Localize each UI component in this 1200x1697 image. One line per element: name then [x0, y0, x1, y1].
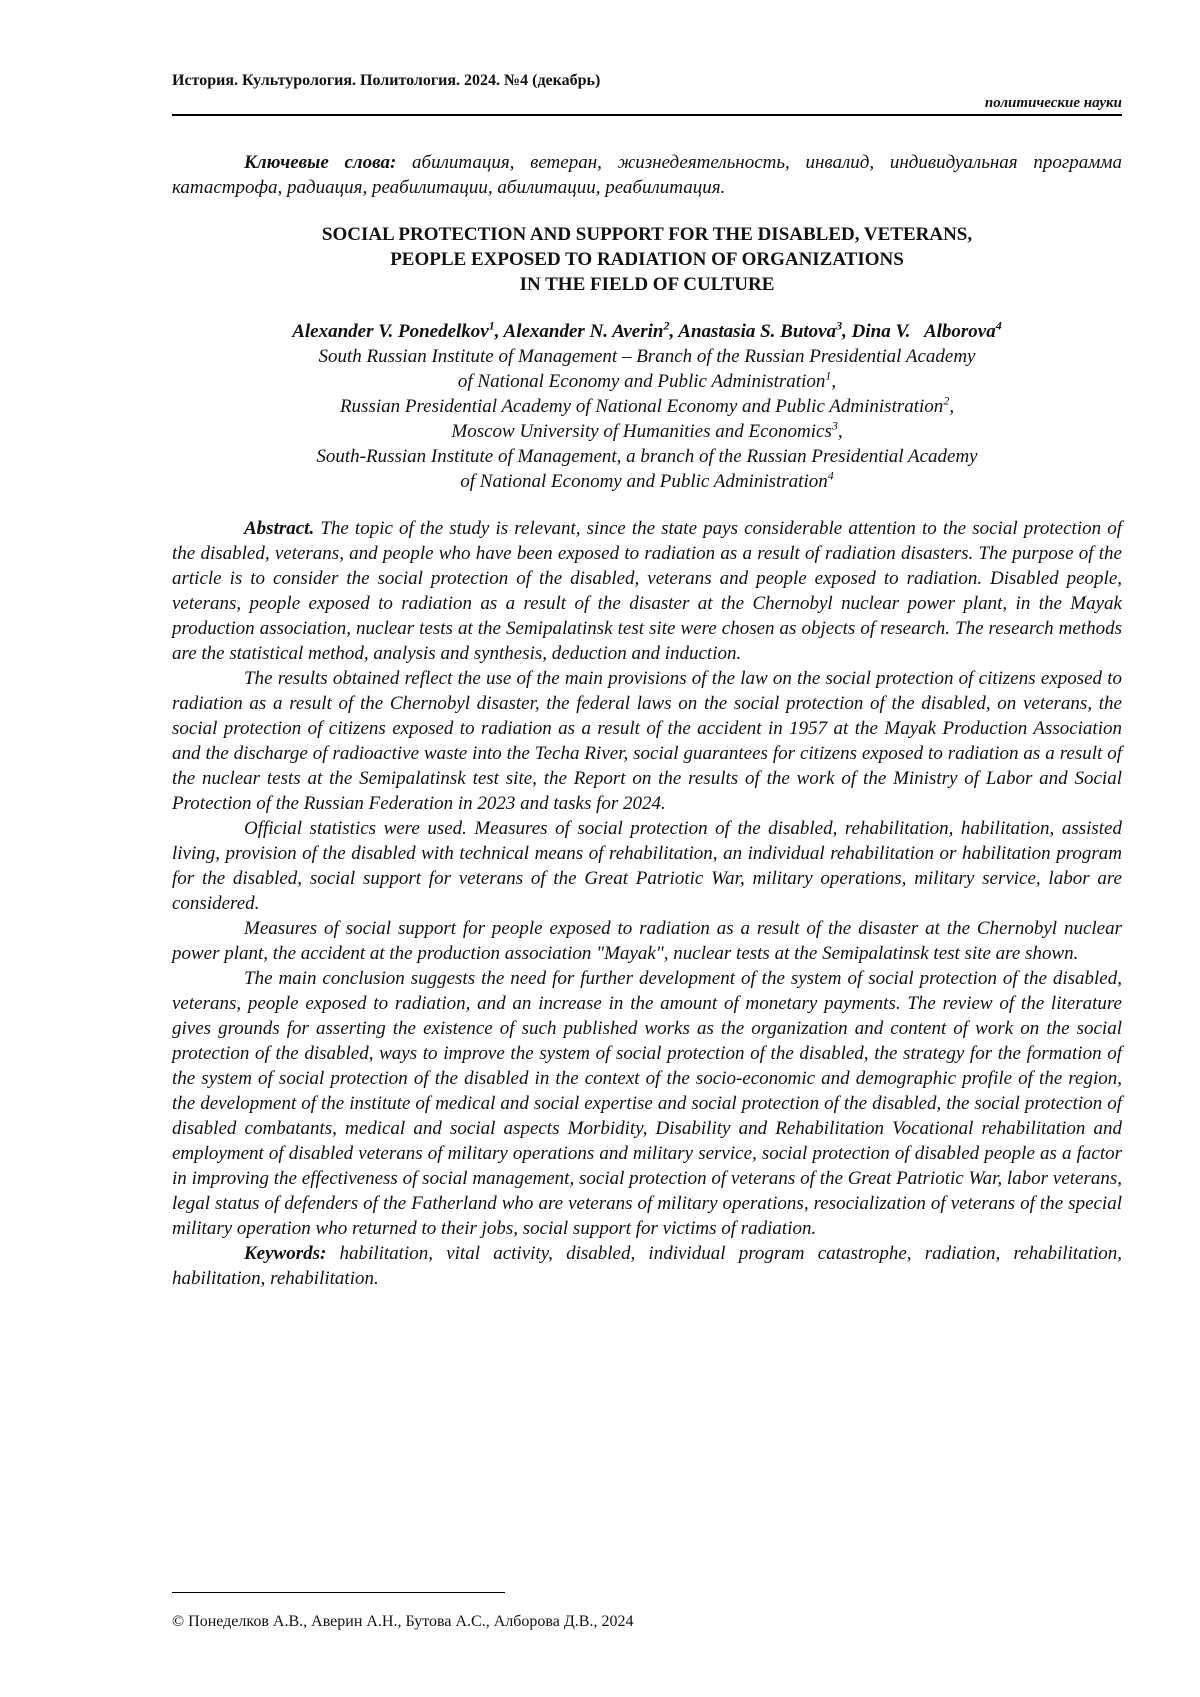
author-sup: 4 [995, 318, 1002, 333]
abstract-text: The topic of the study is relevant, since the state pays considerable attention to the social protection of the disabled, veterans, and people who have been exposed to radiation as a result of radiation disasters. The purpose of the article is to consider the social protection of the disabled, veterans and people exposed to radiation. Disabled people, veterans, people exposed to radiation as a result of the disaster at the Chernobyl nuclear power plant, in the Mayak production association, nuclear tests at the Semipalatinsk test site were chosen as objects of research. The research methods are the statistical method, analysis and synthesis, deduction and induction. [172, 518, 1122, 664]
russian-keywords-label: Ключевые слова: [244, 152, 397, 173]
affiliation-1-line-1: South Russian Institute of Management – Branch of the Russian Presidential Academy [318, 346, 976, 367]
affiliation-separator: , [949, 396, 955, 417]
affiliation-separator: , [831, 371, 837, 392]
affiliation-4-line-1: South-Russian Institute of Management, a branch of the Russian Presidential Academy [316, 446, 978, 467]
affiliation-4-text: of National Economy and Public Administration [460, 471, 828, 492]
english-keywords [172, 1241, 1122, 1291]
affiliation-separator: , [837, 421, 843, 442]
affiliation-3 [172, 419, 1122, 444]
author-name: Alexander N. Averin [503, 321, 664, 342]
russian-keywords [172, 150, 1122, 200]
english-keywords-label: Keywords: [244, 1243, 327, 1264]
author-sup: 1 [488, 318, 495, 333]
author-sup: 2 [663, 318, 670, 333]
header-rule [172, 114, 1122, 116]
russian-keywords-text: абилитация, ветеран, жизнедеятельность, инвалид, индивидуальная программа катастрофа, радиация, реабилитации, абилитации, реабилитация. [172, 152, 1122, 198]
author-name: Alexander V. Ponedelkov [292, 321, 489, 342]
affiliation-2 [172, 394, 1122, 419]
author-name: Anastasia S. Butova [678, 321, 837, 342]
abstract-paragraph-3: Official statistics were used. Measures of social protection of the disabled, rehabilitation, habilitation, assisted living, provision of the disabled with technical means of rehabilitation, an individual rehabilitation or habilitation program for the disabled, social support for veterans of the Great Patriotic War, military operations, military service, labor are considered. [172, 818, 1122, 914]
article-title [172, 222, 1122, 297]
abstract [172, 516, 1122, 1291]
affiliation-sup: 1 [825, 368, 832, 383]
title-line-1: SOCIAL PROTECTION AND SUPPORT FOR THE DISABLED, VETERANS, [321, 224, 973, 245]
abstract-paragraph-2: The results obtained reflect the use of the main provisions of the law on the social protection of citizens exposed to radiation as a result of the Chernobyl disaster, the federal laws on the social protection of the disabled, on veterans, the social protection of citizens exposed to radiation as a result of the accident in 1957 at the Mayak Production Association and the discharge of radioactive waste into the Techa River, social guarantees for citizens exposed to radiation as a result of the nuclear tests at the Semipalatinsk test site, the Report on the results of the work of the Ministry of Labor and Social Protection of the Russian Federation in 2023 and tasks for 2024. [172, 668, 1122, 814]
title-line-3: IN THE FIELD OF CULTURE [519, 274, 775, 295]
affiliation-4-line-2 [172, 469, 1122, 494]
title-line-2: PEOPLE EXPOSED TO RADIATION OF ORGANIZATIONS [390, 249, 904, 270]
author-sup: 3 [836, 318, 843, 333]
english-keywords-text: habilitation, vital activity, disabled, individual program catastrophe, radiation, rehabilitation, habilitation, rehabilitation. [172, 1243, 1122, 1289]
affiliation-sup: 3 [831, 418, 838, 433]
affiliation-1-text: of National Economy and Public Administration [457, 371, 826, 392]
author-list [172, 319, 1122, 494]
abstract-paragraph-1 [172, 516, 1122, 666]
article-body [172, 150, 1122, 1291]
copyright-notice: © Понеделков А.В., Аверин А.Н., Бутова А.С., Алборова Д.В., 2024 [172, 1613, 634, 1630]
author-names: Alexander V. Ponedelkov$^1$, Alexander N. Averin$^2$, Anastasia S. Butova$^3$, Dina V. Alborova$^4$ [292, 318, 1002, 342]
abstract-label: Abstract. [244, 518, 315, 539]
abstract-paragraph-5: The main conclusion suggests the need for further development of the system of social protection of the disabled, veterans, people exposed to radiation, and an increase in the amount of monetary payments. The review of the literature gives grounds for asserting the existence of such published works as the organization and content of work on the social protection of the disabled, ways to improve the system of social protection of the disabled, the strategy for the formation of the system of social protection of the disabled in the context of the socio-economic and demographic profile of the region, the development of the institute of medical and social expertise and social protection of the disabled, the social protection of disabled combatants, medical and social aspects Morbidity, Disability and Rehabilitation Vocational rehabilitation and employment of disabled veterans of military operations and military service, social protection of disabled people as a factor in improving the effectiveness of social management, social protection of veterans of the Great Patriotic War, labor veterans, legal status of defenders of the Fatherland who are veterans of military operations, resocialization of veterans of the special military operation who returned to their jobs, social support for victims of radiation. [172, 968, 1122, 1239]
affiliation-1 [172, 344, 1122, 394]
running-head: История. Культурология. Политология. 2024. №4 (декабрь) [172, 72, 601, 89]
affiliation-3-text: Moscow University of Humanities and Economics [451, 421, 832, 442]
author-name: Dina V. Alborova [851, 321, 996, 342]
affiliation-sup: 2 [943, 393, 950, 408]
affiliation-sup: 4 [827, 468, 834, 483]
footnote-rule [172, 1592, 505, 1593]
affiliation-1-line-2 [172, 369, 1122, 394]
section-tag: политические науки [984, 95, 1122, 111]
affiliation-2-text: Russian Presidential Academy of National Economy and Public Administration [339, 396, 944, 417]
abstract-paragraph-4: Measures of social support for people exposed to radiation as a result of the disaster at the Chernobyl nuclear power plant, the accident at the production association "Mayak", nuclear tests at the Semipalatinsk test site are shown. [172, 918, 1122, 964]
affiliation-4 [172, 444, 1122, 494]
